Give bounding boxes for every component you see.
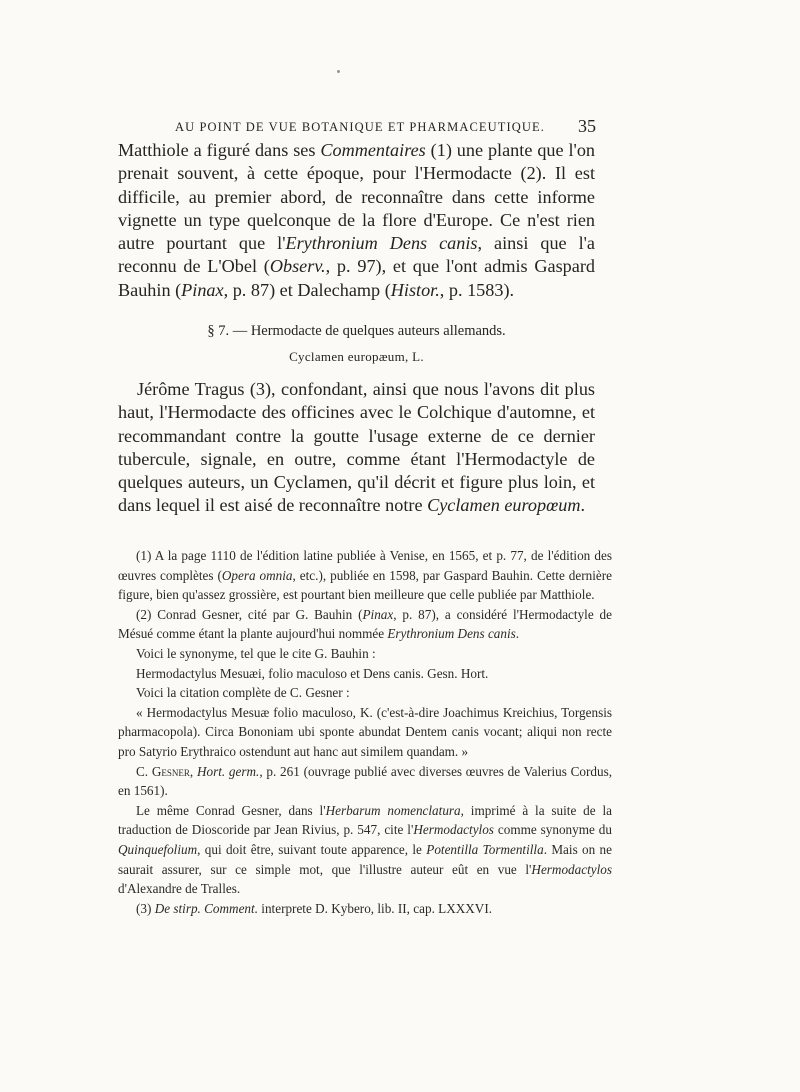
paragraph-tragus	[118, 378, 595, 518]
text-run: , qui doit être, suivant toute apparence, le	[197, 841, 427, 857]
text-run: d'Alexandre de Tralles.	[118, 881, 241, 897]
footnote-2	[118, 605, 612, 644]
footnote-paragraph	[118, 801, 612, 899]
plant-name: Cyclamen europæum, L.	[289, 349, 424, 364]
italic-title: De stirp. Comment.	[154, 900, 258, 916]
italic-term: Hermodactylos	[413, 822, 494, 838]
footnote-quote: « Hermodactylus Mesuæ folio maculoso, K. (c'est-à-dire Joachimus Kreichius, Torgensis pharmacopola). Circa Bononiam ubi sponte abundat Dentem canis vocant; aliqui non recte pro Satyrio Erythraico ostendunt aut hanc aut similem quandam. »	[118, 704, 612, 759]
species-name: Cyclamen europœum	[427, 495, 581, 516]
text-run: comme synonyme du	[493, 822, 612, 838]
text-run: .	[580, 495, 586, 516]
footnote-3	[118, 899, 612, 919]
text-run: (1) A la page 1110 de l'édition latine publiée à Venise, en 1565, et p. 77, de l'édition des œuvres complètes (	[118, 548, 612, 583]
ink-speck	[337, 70, 340, 73]
footnote-line: Voici le synonyme, tel que le cite G. Bauhin :	[136, 645, 376, 661]
species-name: Erythronium Dens canis	[387, 626, 516, 642]
species-name: Potentilla Tormentilla	[426, 841, 544, 857]
text-run: , imprimé à la suite de la traduction de Dioscoride par Jean Rivius, p. 547, cite l'	[118, 802, 613, 838]
footnote-line: Hermodactylus Mesuæi, folio maculoso et Dens canis. Gesn. Hort.	[136, 665, 489, 681]
text-run: ,	[189, 763, 197, 779]
italic-term: Quinquefolium	[118, 841, 198, 857]
chapter-number: LXXXVI	[438, 900, 489, 916]
italic-reference: Observ.	[269, 256, 326, 277]
text-run: (2) Conrad Gesner, cité par G. Bauhin (	[136, 606, 363, 622]
paragraph-text	[118, 378, 595, 518]
text-run: . Mais on ne saurait assurer, sur ce simple mot, que l'illustre auteur eût en vue l'	[118, 841, 613, 877]
italic-title: Opera omnia	[221, 567, 293, 583]
text-run: , ainsi que l'a reconnu de L'Obel (	[118, 233, 595, 277]
text-run: Le même Conrad Gesner, dans l'	[136, 802, 326, 818]
italic-title: Commentaires	[320, 140, 426, 160]
paragraph-matthiole	[118, 139, 595, 302]
text-run: , p. 87), a considéré l'Hermodactyle de Mésué comme étant la plante aujourd'hui nommée	[118, 606, 612, 642]
text-run: (1) une plante que l'on prenait souvent, à cette époque, pour l'Hermodacte (2). Il est difficile, au premier abord, de reconnaître dans cette informe vignette un type quelconque de la flore d'Europe. Ce n'est rien autre pourtant que l'	[118, 140, 596, 254]
page-header	[118, 116, 596, 138]
text-run: , p. 261 (ouvrage publié avec diverses œuvres de Valerius Cordus, en 1561).	[118, 763, 612, 799]
italic-reference: Histor.	[390, 279, 440, 300]
text-run: , p. 97), et que l'ont admis Gaspard Bauhin (	[118, 256, 596, 300]
text-run: .	[515, 626, 520, 642]
italic-reference: Pinax	[181, 279, 224, 300]
running-head: AU POINT DE VUE BOTANIQUE ET PHARMACEUTIQUE.	[175, 120, 545, 134]
text-run: Matthiole a figuré dans ses	[118, 140, 321, 160]
footnote-citation	[118, 762, 612, 801]
page-number: 35	[578, 116, 596, 136]
footnote-line: Voici la citation complète de C. Gesner :	[136, 685, 350, 701]
text-run: (3)	[136, 900, 155, 916]
italic-reference: Pinax	[362, 606, 394, 622]
italic-term: Hermodactylos	[531, 861, 612, 877]
text-run: .	[488, 900, 493, 916]
species-name: Erythronium Dens canis	[285, 233, 478, 254]
text-run: , p. 87) et Dalechamp (	[223, 279, 391, 300]
text-run: interprete D. Kybero, lib. II, cap.	[258, 900, 439, 916]
footnote-1	[118, 546, 612, 605]
text-run: , etc.), publiée en 1598, par Gaspard Bauhin. Cette dernière figure, bien qu'assez grossière, est pourtant bien meilleure que celle publiée par Matthiole.	[118, 567, 612, 603]
italic-title: Herbarum nomenclatura	[325, 802, 461, 818]
text-run: , p. 1583).	[439, 279, 515, 300]
section-title: § 7. — Hermodacte de quelques auteurs allemands.	[207, 323, 506, 339]
author-name: C. Gesner	[136, 763, 190, 779]
footnotes	[118, 546, 612, 918]
text-run: Jérôme Tragus (3), confondant, ainsi que nous l'avons dit plus haut, l'Hermodacte des officines avec le Colchique d'automne, et recommandant contre la goutte l'usage externe de ce dernier tubercule, signale, en outre, comme étant l'Hermodactyle de quelques auteurs, un Cyclamen, qu'il décrit et figure plus loin, et dans lequel il est aisé de reconnaître notre	[118, 379, 595, 516]
paragraph-text	[118, 139, 595, 302]
italic-reference: Hort. germ.	[196, 763, 260, 779]
